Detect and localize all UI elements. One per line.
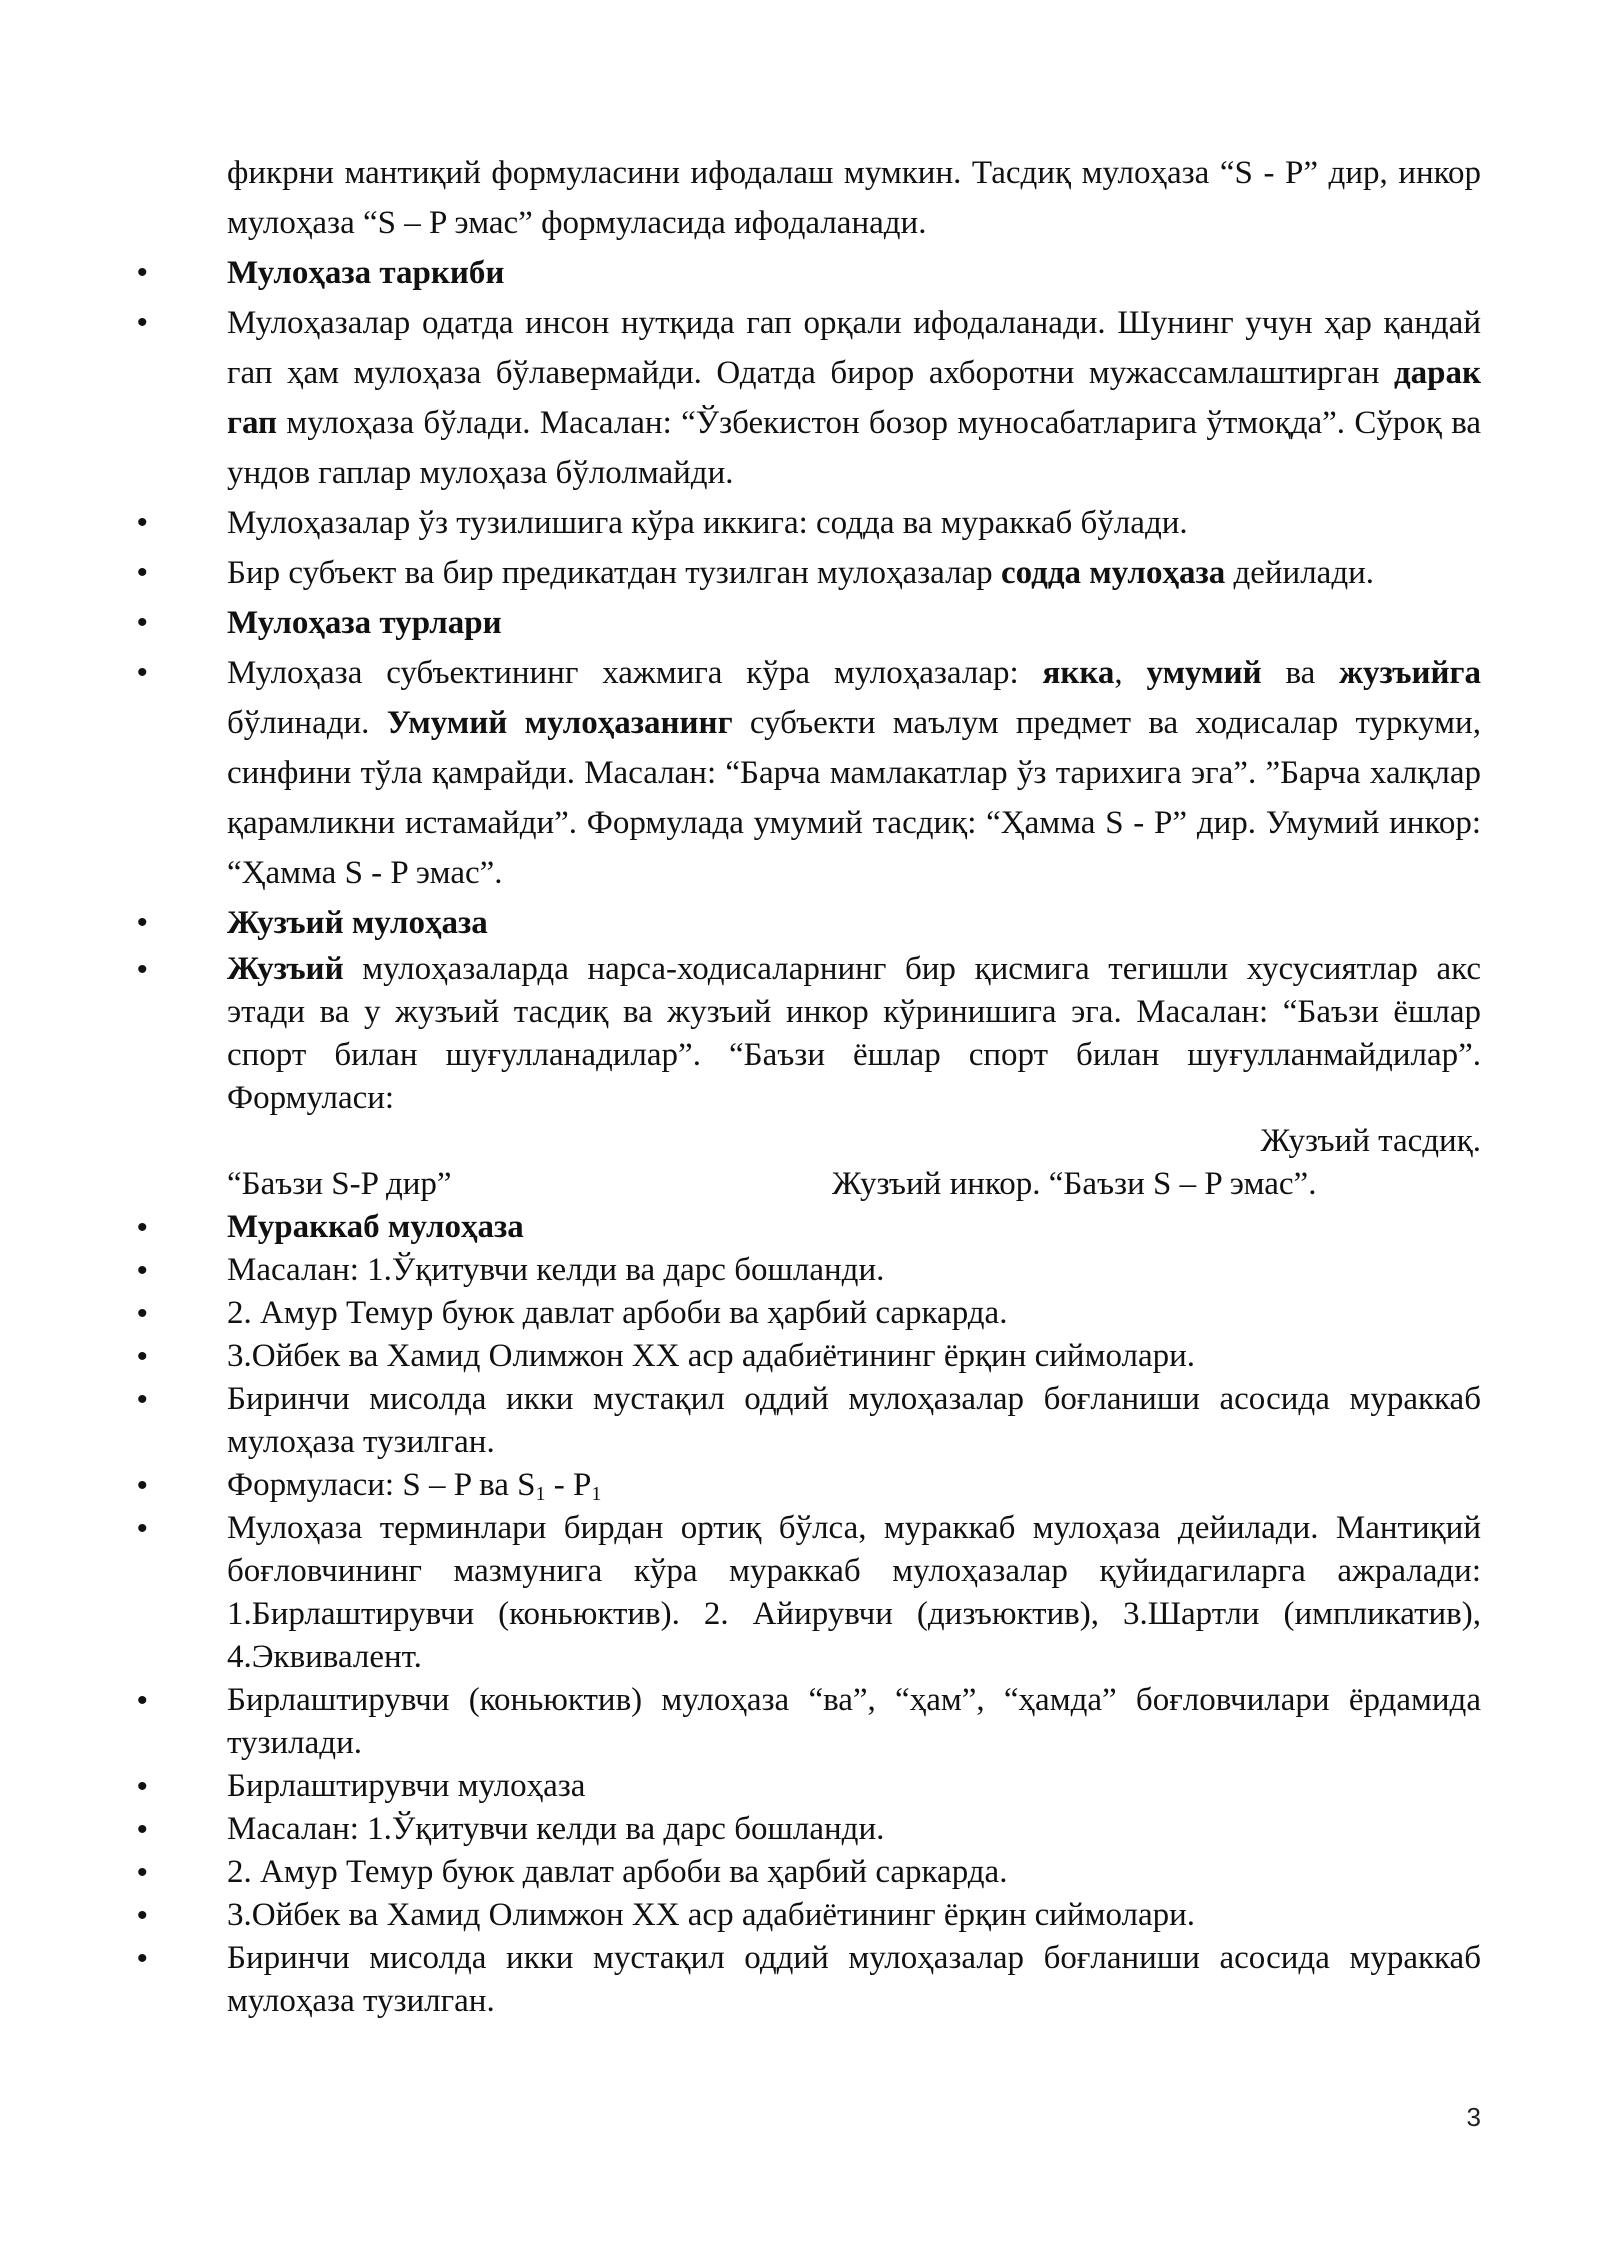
list-item xyxy=(227,648,1481,898)
text-run: бўлинади. xyxy=(227,705,387,741)
bold-term: умумий xyxy=(1146,655,1262,691)
list-item: • Мулоҳазалар ўз тузилишига кўра иккига: содда ва мураккаб бўлади. xyxy=(227,498,1481,548)
heading-mulohaza-turlari xyxy=(227,598,1481,648)
list-item: • Бирлаштирувчи (коньюктив) мулоҳаза “ва”, “ҳам”, “ҳамда” боғловчилари ёрдамида тузилади. xyxy=(227,1679,1481,1765)
formula-line xyxy=(227,1120,1481,1163)
heading-text: Мураккаб мулоҳаза xyxy=(227,1209,524,1245)
text-run: ва xyxy=(1261,655,1340,691)
bold-term: содда мулоҳаза xyxy=(1000,555,1226,591)
list-item: • Биринчи мисолда икки мустақил оддий мулоҳазалар боғланиши асосида мураккаб мулоҳаза тузилган. xyxy=(227,1378,1481,1464)
heading-text: Мулоҳаза турлари xyxy=(227,605,502,641)
formula-line xyxy=(227,1163,1481,1206)
text-run: Жузъий тасдиқ. xyxy=(1260,1123,1481,1159)
list-item: • Биринчи мисолда икки мустақил оддий мулоҳазалар боғланиши асосида мураккаб мулоҳаза тузилган. xyxy=(227,1937,1481,2023)
text-run: Мулоҳазалар одатда инсон нутқида гап орқали ифодаланади. Шунинг учун ҳар қандай гап ҳам мулоҳаза бўлавермайди. Одатда бирор ахборотни мужассамлаштирган xyxy=(227,305,1481,391)
list-item: • 2. Амур Темур буюк давлат арбоби ва ҳарбий саркарда. xyxy=(227,1292,1481,1335)
list-item xyxy=(227,298,1481,498)
formula-item xyxy=(227,1464,1481,1507)
list-item: • 2. Амур Темур буюк давлат арбоби ва ҳарбий саркарда. xyxy=(227,1851,1481,1894)
list-item: • 3.Ойбек ва Хамид Олимжон ХХ аср адабиётининг ёрқин сиймолари. xyxy=(227,1335,1481,1378)
heading-mulohaza-tarkibi xyxy=(227,248,1481,298)
subscript: 1 xyxy=(535,1483,546,1505)
text-run: , xyxy=(1114,655,1147,691)
text-run: - P xyxy=(545,1467,592,1503)
list-item xyxy=(227,548,1481,598)
heading-murakkab-mulohaza xyxy=(227,1206,1481,1249)
bold-term: якка xyxy=(1042,655,1115,691)
text-run: дейилади. xyxy=(1225,555,1375,591)
heading-text: Жузъий мулоҳаза xyxy=(227,905,488,941)
heading-text: Мулоҳаза таркиби xyxy=(227,255,505,291)
list-item: • Бирлаштирувчи мулоҳаза xyxy=(227,1765,1481,1808)
text-run: мулоҳаза бўлади. Масалан: “Ўзбекистон бозор муносабатларига ўтмоқда”. Сўроқ ва ундов гаплар мулоҳаза бўлолмайди. xyxy=(227,405,1481,491)
bold-term: дарак гап xyxy=(227,355,1481,441)
bold-term: жузъийга xyxy=(1339,655,1482,691)
page-number: 3 xyxy=(1466,2102,1481,2132)
text-run: Бир субъект ва бир предикатдан тузилган мулоҳазалар xyxy=(227,555,1001,591)
bullet-list xyxy=(227,248,1481,2023)
list-item: • 3.Ойбек ва Хамид Олимжон ХХ аср адабиётининг ёрқин сиймолари. xyxy=(227,1894,1481,1937)
bold-term: Умумий мулоҳазанинг xyxy=(386,705,733,741)
list-item xyxy=(227,948,1481,1206)
text-run: Жузъий инкор. “Баъзи S – P эмас”. xyxy=(832,1166,1317,1202)
subscript: 1 xyxy=(591,1483,602,1505)
list-item: • Масалан: 1.Ўқитувчи келди ва дарс бошланди. xyxy=(227,1808,1481,1851)
list-item: • Мулоҳаза терминлари бирдан ортиқ бўлса, мураккаб мулоҳаза дейилади. Мантиқий боғловчининг мазмунига кўра мураккаб мулоҳазалар қуйидагиларга ажралади: 1.Бирлаштирувчи (коньюктив). 2. Айирувчи (дизъюктив), 3.Шартли (импликатив), 4.Эквивалент. xyxy=(227,1507,1481,1679)
heading-juzi-mulohaza xyxy=(227,898,1481,948)
continuation-paragraph: фикрни мантиқий формуласини ифодалаш мумкин. Тасдиқ мулоҳаза “S - P” дир, инкор мулоҳаза “S – P эмас” формуласида ифодаланади. xyxy=(227,155,1481,241)
text-run: субъекти маълум предмет ва ходисалар туркуми, синфини тўла қамрайди. Масалан: “Барча мамлакатлар ўз тарихига эга”. ”Барча халқлар қарамликни истамайди”. Формулада умумий тасдиқ: “Ҳамма S - P” дир. Умумий инкор: “Ҳамма S - P эмас”. xyxy=(227,705,1481,891)
text-run: “Баъзи S-P дир” xyxy=(227,1166,452,1202)
bold-term: Жузъий xyxy=(227,951,344,987)
text-run: мулоҳазаларда нарса-ходисаларнинг бир қисмига тегишли хусусиятлар акс этади ва у жузъий тасдиқ ва жузъий инкор кўринишига эга. Масалан: “Баъзи ёшлар спорт билан шуғулланадилар”. “Баъзи ёшлар спорт билан шуғулланмайдилар”. Формуласи: xyxy=(227,951,1481,1116)
text-run: Формуласи: S – P ва S xyxy=(227,1467,536,1503)
page-content xyxy=(227,148,1481,2023)
list-item: • Масалан: 1.Ўқитувчи келди ва дарс бошланди. xyxy=(227,1249,1481,1292)
text-run: Мулоҳаза субъектининг хажмига кўра мулоҳазалар: xyxy=(227,655,1043,691)
